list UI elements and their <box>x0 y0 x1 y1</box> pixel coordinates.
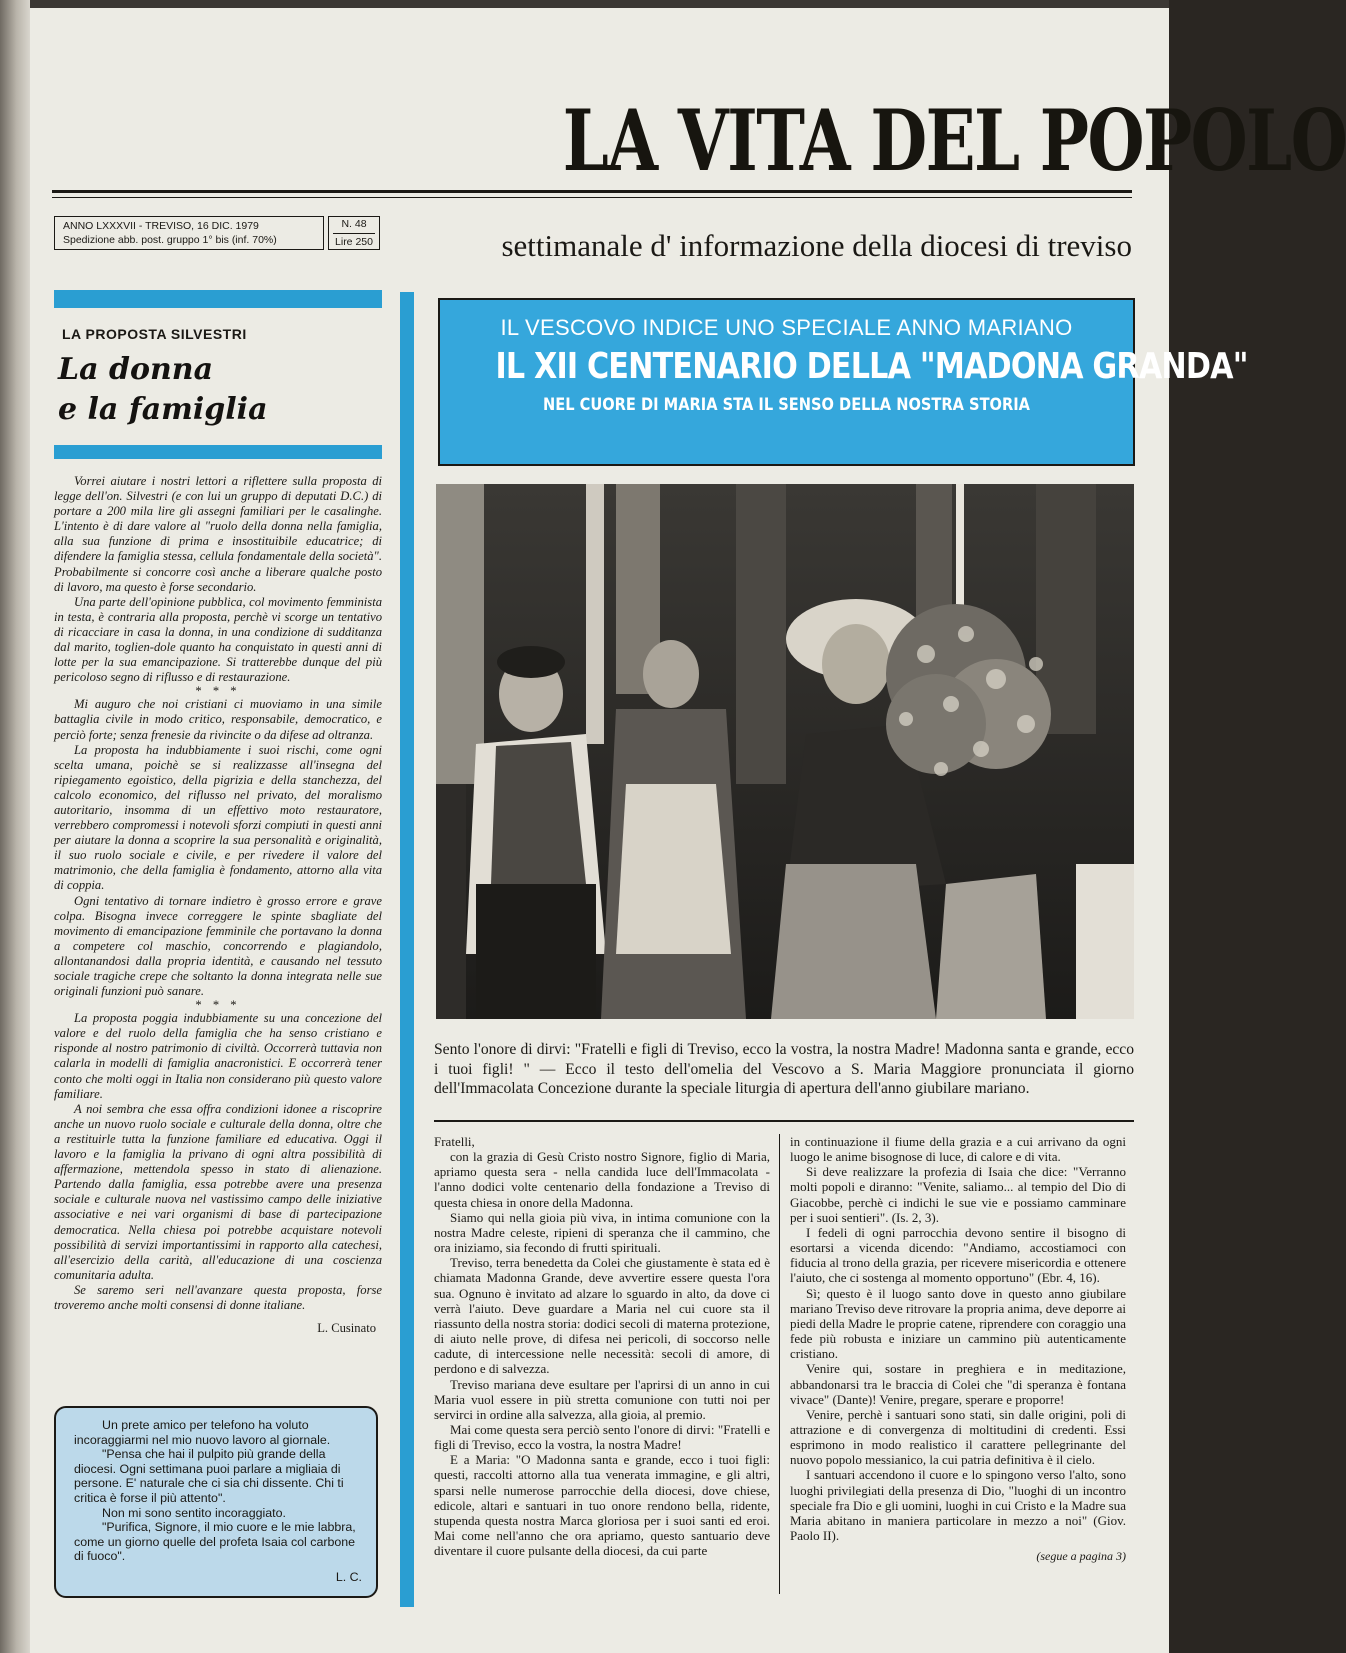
masthead-rule <box>52 190 1132 193</box>
left-article-signature: L. Cusinato <box>317 1321 376 1336</box>
homily-paragraph: Siamo qui nella gioia più viva, in intima comunione con la nostra Madre celeste, ripieni di speranza che il cammino, che ora iniziamo, sia fecondo di frutti spirituali. <box>434 1209 770 1256</box>
issue-date-line: ANNO LXXXVII - TREVISO, 16 DIC. 1979 <box>63 220 259 232</box>
section-separator: * * * <box>195 684 241 699</box>
ceremony-photo <box>436 484 1134 1019</box>
continued-on-page-note[interactable]: (segue a pagina 3) <box>1036 1549 1126 1564</box>
left-article-body <box>54 474 382 1394</box>
homily-paragraph: E a Maria: "O Madonna santa e grande, ecco i tuoi figli: questi, raccolti attorno alla tua venerata immagine, e gli altri, sparsi nelle numerose parrocchie della diocesi, dove chiese, edicole, altari e santuari in tuo onore rendono bella, ridente, stupenda questa nostra Marca gloriosa per i suoi santi ed eroi. Mai come nell'anno che ora apriamo, questo santuario deve diventare il cuore pulsante della diocesi, da cui parte <box>434 1452 770 1559</box>
left-paragraph: Vorrei aiutare i nostri lettori a riflettere sulla proposta di legge dell'on. Silvestri (e con lui un gruppo di deputati D.C.) di portare a 200 mila lire gli assegni familiari per le casalinghe. L'intento è di dare valore al "ruolo della donna nella famiglia, alla sua funzione di prima e insostituibile educatrice; di difendere la famiglia stessa, cellula fondamentale della società". Probabilmente si concorre così anche a liberare qualche posto di lavoro, ma questo è forse secondario. <box>54 474 382 594</box>
postal-line: Spedizione abb. post. gruppo 1° bis (inf. 70%) <box>63 234 277 246</box>
photo-caption: Sento l'onore di dirvi: "Fratelli e figli di Treviso, ecco la vostra, la nostra Madre! Madonna santa e grande, ecco i tuoi figli! " — Ecco il testo dell'omelia del Vescovo a S. Maria Maggiore pronunciata il giorno dell'Immacolata Concezione durante la speciale liturgia di apertura dell'anno giubilare mariano. <box>434 1041 1134 1098</box>
homily-paragraph: I fedeli di ogni parrocchia devono sentire il bisogno di esortarsi a vicenda dicendo: "Andiamo, accostiamoci con fiducia al trono della grazia, per ricevere misericordia e ottenere l'aiuto, che ci sostenga al momento opportuno" (Ebr. 4, 16). <box>790 1224 1126 1286</box>
headline-subtitle: NEL CUORE DI MARIA STA IL SENSO DELLA NOSTRA STORIA <box>543 395 1030 415</box>
blue-bar-top <box>54 290 382 308</box>
left-paragraph: Ogni tentativo di tornare indietro è grosso errore e grave colpa. Bisogna invece correggere le spinte sbagliate del movimento di emancipazione femminile che portavano la donna a competere col maschio, concorrendo e plagiandolo, allontanandosi dalla propria identità, e causando nel tessuto sociale tragiche crepe che soltanto la donna integrata nelle sue originali funzioni può sanare. <box>54 893 382 999</box>
headline-box <box>438 298 1248 466</box>
section-separator: * * * <box>195 998 241 1013</box>
left-paragraph: Una parte dell'opinione pubblica, col movimento femminista in testa, è contraria alla proposta, perchè vi scorge un tentativo di ricacciare in casa la donna, in una condizione di sudditanza dal marito, toglien-dole quanto ha conquistato in questi anni di lotte per la sua emancipazione. Si tratterebbe dunque del più pericoloso segno di riflusso e di restaurazione. <box>54 594 382 685</box>
homily-paragraph: Si deve realizzare la profezia di Isaia che dice: "Verranno molti popoli e diranno: "Venite, saliamo... al tempio del Dio di Giacobbe, perchè ci indichi le sue vie e possiamo camminare per i suoi sentieri". (Is. 2, 3). <box>790 1164 1126 1225</box>
binding-edge <box>0 0 30 1653</box>
homily-column-1 <box>434 1134 770 1558</box>
left-title-line2: e la famiglia <box>58 392 268 427</box>
left-paragraph: La proposta ha indubbiamente i suoi rischi, come ogni scelta umana, poichè se si realizzasse all'insegna del ripiegamento egoistico, della pigrizia e della stanchezza, del calcolo economico, del riflusso nel privato, del moralismo autoritario, insomma di un effettivo moto restauratore, verrebbero compromessi i notevoli sforzi compiuti in questi anni per aiutare la donna a scoprire la sua personalità e originalità, il suo ruolo sociale e civile, e per rivedere il valore del matrimonio, che della famiglia è fondamento, attorno alla vita di coppia. <box>54 742 382 893</box>
homily-paragraph: con la grazia di Gesù Cristo nostro Signore, figlio di Maria, apriamo questa sera - nella candida luce dell'Immacolata - l'anno dodici volte centenario della fondazione a Treviso di questa chiesa in onore della Madonna. <box>434 1149 770 1210</box>
column-rule <box>779 1134 780 1594</box>
price-separator <box>333 233 375 234</box>
homily-paragraph: Sì; questo è il luogo santo dove in questo anno giubilare mariano Treviso deve ritrovare la propria anima, deve deporre ai piedi della Madre le proprie catene, riprendere con coraggio una fede più robusta e iniziare un cammino più autenticamente cristiano. <box>790 1285 1126 1362</box>
ceremony-photo-illustration <box>436 484 1134 1019</box>
price-box <box>328 216 380 250</box>
homily-paragraph: Fratelli, <box>434 1134 475 1149</box>
left-paragraph: La proposta poggia indubbiamente su una concezione del valore e del ruolo della famiglia che ha senso cristiano e risponde al nostro patrimonio di civiltà. Occorrerà tuttavia non calarla in modelli di famiglia anacronistici. E occorrerà tener conto che molti oggi in Italia non considerano più questo valore familiare. <box>54 1011 382 1101</box>
quote-paragraph: "Pensa che hai il pulpito più grande della diocesi. Ogni settimana puoi parlare a migliaia di persone. E' naturale che ci sia chi dissente. Chi ti critica è forse il più attento". <box>74 1447 344 1505</box>
homily-paragraph: I santuari accendono il cuore e lo spingono verso l'alto, sono luoghi privilegiati della presenza di Dio, "luoghi di un incontro speciale fra Dio e gli uomini, luoghi in cui Cristo e la Madre sua Maria abitano in maniera particolare in mezzo a noi" (Giov. Paolo II). <box>790 1467 1126 1544</box>
homily-paragraph: Venire, perchè i santuari sono stati, sin dalle origini, poli di attrazione e di convergenza di moltitudini di credenti. Essi esprimono in modo realistico il carattere pellegrinante del nuovo popolo messianico, la cui patria definitiva è il cielo. <box>790 1406 1126 1468</box>
quote-paragraph: "Purifica, Signore, il mio cuore e le mie labbra, come un giorno quelle del profeta Isaia col carbone di fuoco". <box>74 1520 356 1564</box>
left-paragraph: A noi sembra che essa offra condizioni idonee a riscoprire anche un nuovo ruolo sociale e culturale della donna, oltre che a restituirle tutta la funzione familiare ed educativa. Oggi il lavoro e la famiglia la privano di ogni altra possibilità di affermazione, mettendola spesso in stato di alienazione. Partendo dalla famiglia, essa potrebbe avere una presenza sociale e culturale nuova nel vastissimo campo delle iniziative associative e nei vari organismi di base di partecipazione democratica. Nella chiesa poi potrebbe acquistare notevoli possibilità di servizi importantissimi in rapporto alla catechesi, all'esercizio della carità, all'educazione di una coscienza comunitaria adulta. <box>54 1101 382 1282</box>
homily-paragraph: in continuazione il fiume della grazia e a cui arrivano da ogni luogo le anime bisognose di luce, di calore e di vita. <box>790 1134 1126 1165</box>
quote-paragraph: Non mi sono sentito incoraggiato. <box>102 1505 286 1520</box>
headline-title: IL XII CENTENARIO DELLA "MADONA GRANDA" <box>495 346 1248 387</box>
homily-paragraph: Treviso mariana deve esultare per l'aprirsi di un anno in cui Maria vuol essere in più stretta comunione con tutti noi per servirci in ordine alla salvezza, alla gioia, al premio. <box>434 1376 770 1422</box>
homily-paragraph: Mai come questa sera perciò sento l'onore di dirvi: "Fratelli e figli di Treviso, ecco la vostra, la nostra Madre! <box>434 1421 770 1453</box>
left-article-kicker: LA PROPOSTA SILVESTRI <box>62 326 247 342</box>
issue-info-box <box>54 216 324 250</box>
quote-paragraph: Un prete amico per telefono ha voluto incoraggiarmi nel mio nuovo lavoro al giornale. <box>74 1418 331 1447</box>
left-paragraph: Se saremo seri nell'avanzare questa proposta, forse troveremo anche molti consensi di donne italiane. <box>54 1282 382 1312</box>
masthead-rule-thin <box>52 197 1132 198</box>
issue-number: N. 48 <box>341 218 367 230</box>
left-article-title <box>58 350 378 430</box>
homily-paragraph: Treviso, terra benedetta da Colei che giustamente è stata ed è chiamata Madonna Grande, deve avvertire essere questa l'ora sua. Ognuno è invitato ad alzare lo sguardo in alto, da dove ci verrà l'aiuto. Deve guardare a Maria nel cui cuore sta il riassunto della nostra storia: dodici secoli di materna protezione, di aiuto nelle prove, di difesa nei pericoli, di soccorso nelle cadute, di intercessione nelle necessità: secoli di amore, di perdono e di salvezza. <box>434 1255 770 1377</box>
homily-column-2 <box>790 1134 1126 1564</box>
masthead-subtitle: settimanale d' informazione della diocesi di treviso <box>501 228 1132 263</box>
headline-kicker: IL VESCOVO INDICE UNO SPECIALE ANNO MARIANO <box>500 315 1073 340</box>
issue-price: Lire 250 <box>335 236 373 248</box>
masthead-title: LA VITA DEL POPOLO <box>562 91 1346 190</box>
editorial-quote-box <box>54 1406 378 1598</box>
blue-column-divider <box>400 292 414 1607</box>
caption-rule <box>434 1120 1134 1122</box>
homily-paragraph: Venire qui, sostare in preghiera e in meditazione, abbandonarsi tra le braccia di Colei che "di speranza è fontana vivace" (Dante)! Venire, pregare, sperare e proporre! <box>790 1361 1126 1407</box>
quote-signature: L. C. <box>335 1569 362 1584</box>
blue-bar-mid <box>54 445 382 459</box>
left-title-line1: La donna <box>58 352 214 387</box>
page-top-edge <box>0 0 1169 8</box>
left-paragraph: Mi auguro che noi cristiani ci muoviamo in una simile battaglia civile in modo critico, responsabile, democratico, e perciò forte; senza frenesie da rivincite o da difese ad oltranza. <box>54 697 382 742</box>
